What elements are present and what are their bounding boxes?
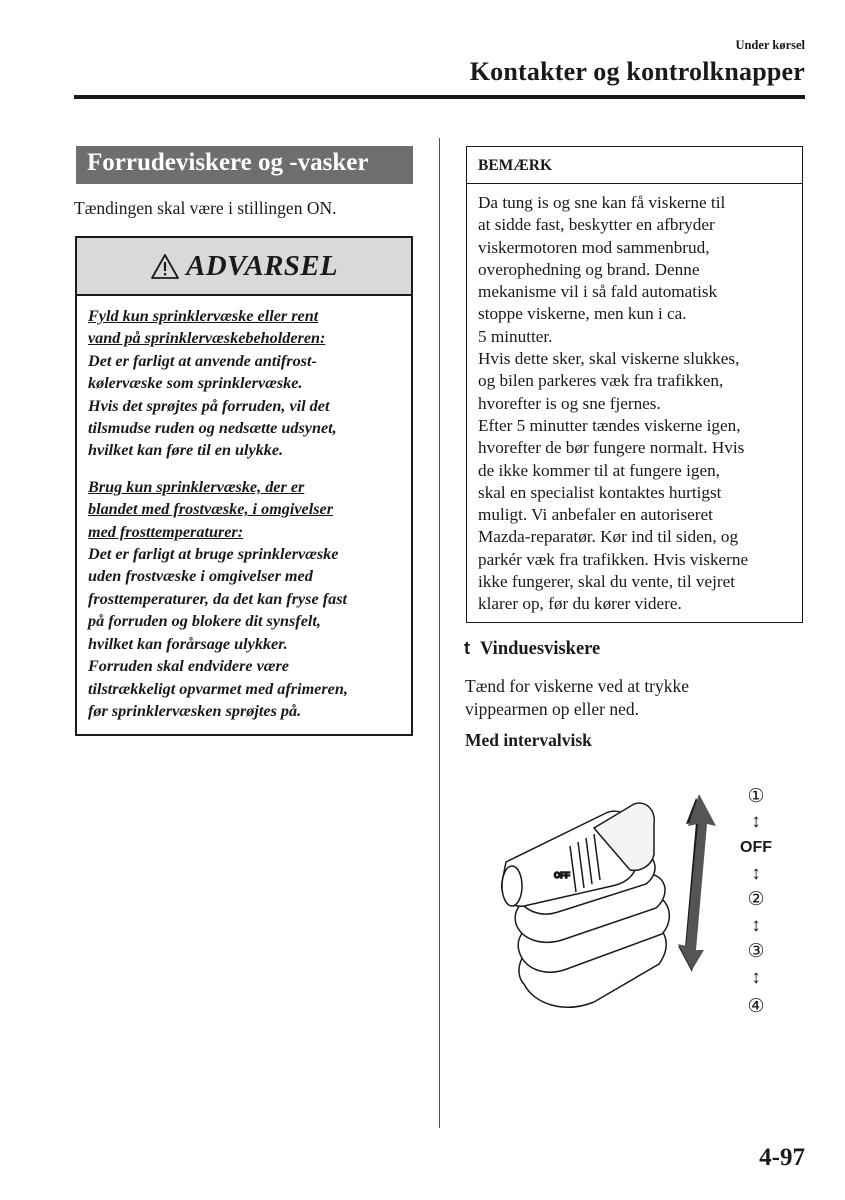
ignition-text: Tændingen skal være i stillingen ON. <box>74 198 337 218</box>
note-line: Mazda-reparatør. Kør ind til siden, og <box>478 527 739 547</box>
warning-block2-heading-line: med frosttemperaturer: <box>88 522 244 541</box>
note-line: klarer op, før du kører videre. <box>478 594 682 614</box>
position-label-3: ③ <box>747 941 765 962</box>
warning-block2-line: tilstrækkeligt opvarmet med afrimeren, <box>88 679 348 698</box>
note-line: stoppe viskerne, men kun i ca. <box>478 304 687 324</box>
note-line: ikke fungerer, skal du vente, til vejret <box>478 572 736 592</box>
up-down-arrow <box>678 794 716 972</box>
note-body <box>467 184 802 616</box>
warning-block1-heading-line: Fyld kun sprinklervæske eller rent <box>88 307 319 325</box>
header-section-label: Under kørsel <box>735 38 805 52</box>
subsection-heading <box>464 638 600 660</box>
warning-gap <box>88 462 401 476</box>
warning-block2-line: Det er farligt at bruge sprinklervæske <box>88 545 339 564</box>
warning-header <box>77 238 411 296</box>
warning-box <box>75 236 413 736</box>
note-line: 5 minutter. <box>478 326 553 346</box>
warning-block2-heading-line: blandet med frostvæske, i omgivelser <box>88 500 334 519</box>
note-line: at sidde fast, beskytter en afbryder <box>478 215 715 235</box>
wiper-instructions <box>465 675 689 720</box>
warning-block2-line: uden frostvæske i omgivelser med <box>88 567 313 586</box>
warning-block2-line: før sprinklervæsken sprøjtes på. <box>88 701 302 720</box>
note-line: hvorefter de bør fungere normalt. Hvis <box>478 438 745 458</box>
position-label-off: OFF <box>740 839 772 856</box>
page-title: Kontakter og kontrolknapper <box>469 57 805 86</box>
warning-block1-line: Det er farligt at anvende antifrost- <box>88 351 317 370</box>
wiper-line: vippearmen op eller ned. <box>465 698 639 719</box>
note-line: overophedning og brand. Denne <box>478 259 700 279</box>
note-line: hvorefter is og sne fjernes. <box>478 393 661 413</box>
warning-block1-line: Hvis det sprøjtes på forruden, vil det <box>88 396 330 415</box>
warning-block2-line: hvilket kan forårsage ulykker. <box>88 634 288 653</box>
note-line: og bilen parkeres væk fra trafikken, <box>478 371 724 391</box>
header-rule <box>74 95 805 99</box>
note-box <box>466 146 803 623</box>
wiper-line: Tænd for viskerne ved at trykke <box>465 676 690 696</box>
wiper-lever-illustration <box>484 774 804 1034</box>
note-line: muligt. Vi anbefaler en autoriseret <box>478 505 713 525</box>
column-divider <box>439 138 440 1128</box>
warning-block1-heading-line: vand på sprinklervæskebeholderen: <box>88 329 326 348</box>
note-line: Efter 5 minutter tændes viskerne igen, <box>478 415 741 435</box>
warning-block1-line: tilsmudse ruden og nedsætte udsynet, <box>88 419 337 438</box>
warning-block1-line: kølervæske som sprinklervæske. <box>88 374 303 393</box>
position-label-1: ① <box>747 786 765 807</box>
subsection-title: Vinduesviskere <box>480 639 601 659</box>
position-separator: ↕ <box>751 967 761 988</box>
warning-title: ADVARSEL <box>186 249 338 282</box>
warning-block2-heading-line: Brug kun sprinklervæske, der er <box>88 477 305 496</box>
note-line: Hvis dette sker, skal viskerne slukkes, <box>478 349 740 369</box>
note-line: mekanisme vil i så fald automatisk <box>478 282 718 302</box>
section-heading: Forrudeviskere og -vasker <box>76 146 413 184</box>
subsection-bullet: t <box>464 638 470 658</box>
position-separator: ↕ <box>751 863 761 884</box>
note-line: Da tung is og sne kan få viskerne til <box>478 193 726 212</box>
position-label-4: ④ <box>747 996 765 1017</box>
position-separator: ↕ <box>751 811 761 832</box>
lever-off-label: OFF <box>554 871 570 880</box>
warning-block1-line: hvilket kan føre til en ulykke. <box>88 441 284 460</box>
position-separator: ↕ <box>751 915 761 936</box>
intermittent-heading: Med intervalvisk <box>465 730 592 750</box>
note-line: de ikke kommer til at fungere igen, <box>478 460 720 480</box>
position-labels <box>740 786 772 1017</box>
note-line: parkér væk fra trafikken. Hvis viskerne <box>478 549 749 569</box>
note-title: BEMÆRK <box>467 147 802 184</box>
page-number: 4-97 <box>759 1144 805 1171</box>
position-label-2: ② <box>747 889 765 910</box>
warning-triangle-icon <box>150 253 180 280</box>
warning-block2-line: frosttemperaturer, da det kan fryse fast <box>88 589 347 608</box>
note-line: viskermotoren mod sammenbrud, <box>478 237 710 257</box>
warning-block2-line: på forruden og blokere dit synsfelt, <box>88 612 321 631</box>
note-line: skal en specialist kontaktes hurtigst <box>478 482 722 502</box>
warning-body <box>77 296 411 722</box>
warning-block2-line: Forruden skal endvidere være <box>88 657 289 676</box>
